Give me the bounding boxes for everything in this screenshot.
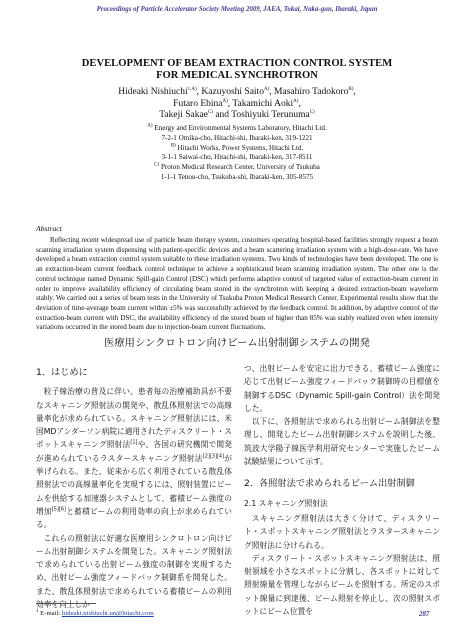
author-separator: ,	[353, 87, 356, 97]
footnote-label: E-mail:	[38, 610, 62, 617]
section-heading-1: 1．はじめに	[36, 367, 88, 378]
affiliation-b-address: 3-1-1 Saiwai-cho, Hitachi-shi, Ibaraki-ken, 317-8511	[161, 153, 313, 162]
title-line-2: FOR MEDICAL SYNCHROTRON	[156, 70, 318, 81]
paragraph-text: や、各国の研究機関で開発が進められているラスタースキャニング照射法	[36, 440, 232, 463]
author-name: Futaro Ebina	[173, 98, 223, 109]
paragraph: 以下に、各照射法で求められる出射ビーム制御法を整理し、開発したビーム出射制御システムを説明した後、筑波大学陽子線医学利用研究センターで実施したビーム試験結果について示す。	[244, 417, 440, 467]
affiliation-name: Energy and Environmental Systems Laboratory, Hitachi Ltd.	[152, 124, 327, 132]
paragraph: これらの照射法に好適な医療用シンクロトロン向けビーム出射制御システムを開発した。スキャニング照射法で求められている出射ビーム強度の制御を実現するため、出射ビーム強度フィードバック制御系を開発した。また、散乱体照射法で求められている蓄積ビームの利用効率を向上しか	[36, 533, 232, 610]
author-mark: A)	[293, 98, 299, 104]
paragraph	[36, 385, 232, 531]
author-separator: ,	[298, 98, 301, 109]
affiliation-mark: A)	[147, 123, 153, 129]
affiliation-a-address: 7-2-1 Omika-cho, Hitachi-shi, Ibaraki-ken, 319-1221	[161, 133, 313, 142]
affiliation-a	[30, 124, 444, 134]
paragraph: ディスクリート・スポットスキャニング照射法は、照射領域を小さなスポットに分割し、各スポットに対して照射線量を管理しながらビームを照射する。所定のスポット線量に到達後、ビーム照射を停止し、次の照射スポットにビーム位置を	[244, 553, 440, 617]
section-heading-2: 2．各照射法で求められるビーム出射制御	[244, 478, 415, 490]
affiliations	[30, 124, 444, 183]
paragraph-text: が挙げられる。また、従来から広く利用されている散乱体照射法での高線量率化を実現するには、照射装置にビームを供給する加速器システムとして、蓄積ビーム強度の増加	[36, 453, 232, 516]
left-column	[36, 362, 232, 611]
citation: [2][3][4]	[202, 453, 225, 460]
citation: [5][6]	[51, 506, 67, 513]
paragraph-text: と蓄積ビームの利用効率の向上が求められている。	[36, 506, 232, 530]
author-name: , Masahiro Tadokoro	[269, 87, 349, 97]
citation: [1]	[130, 439, 138, 446]
affiliation-c	[30, 163, 444, 173]
author-name: , Takamichi Aoki	[227, 98, 294, 109]
abstract-heading: Abstract	[36, 224, 62, 233]
affiliation-b	[30, 144, 444, 154]
abstract-text: Reflecting recent widespread use of particle beam therapy system, customers operating hospital-based facilities strongly request a beam scanning irradiation system dispensing with patient-specific devices and a beam scattering irradiation system with a high-dose-rate. We have developed a beam extraction control system suitable to these irradiation systems. Two kinds of technologies have been developed. The one is an extraction-beam current feedback control technique to achieve a sophisticated beam scanning irradiation system. The other one is the control technique named Dynamic Spill-gain Control (DSC) which performs adaptive control of targeted value of extraction-beam current in order to improve availability efficiency of circulating beam stored in the synchrotron with keeping a desired extraction-beam waveform stably. We carried out a series of beam tests in the University of Tsukuba Proton Medical Research Center. Experimental results show that the deviation of time-average beam current within ±5% was successfully achieved by the feedback control. In addition, by adaptive control of the extraction-beam current with DSC, the availability efficiency of the stored beam of higher than 85% was stably realized even when intensity variations occurred in the stored beam due to injection-beam current fluctuations.	[36, 236, 438, 332]
right-column	[244, 362, 440, 618]
author-mark: A)	[263, 86, 270, 92]
conference-header: Proceedings of Particle Accelerator Society Meeting 2009, JAEA, Tokai, Naka-gun, Ibaraki, Japan	[96, 6, 378, 13]
affiliation-mark: B)	[170, 143, 176, 149]
author-mark: A)	[222, 98, 228, 104]
author-list	[30, 87, 444, 122]
affiliation-c-address: 1-1-1 Tenou-cho, Tsukuba-shi, Ibaraki-ken, 305-8575	[160, 172, 314, 181]
author-line-3	[30, 110, 444, 122]
paragraph-text: 粒子線治療の普及に伴い、患者毎の治療補助具が不要なスキャニング照射法の開発や、散乱体照射法での高線量率化が求められている。スキャニング照射法には、米国MDアンダーソン病院に適用されたディスクリート・スポットスキャニング照射法	[36, 387, 232, 450]
paper-title	[20, 58, 454, 82]
footnote-mark: 1	[36, 608, 39, 614]
email-link[interactable]: hideaki.nishiuchi.un@hitachi.com	[61, 610, 154, 617]
subsection-heading-2-1: 2.1 スキャニング照射法	[244, 498, 328, 508]
author-name: Hideaki Nishiuchi	[118, 87, 188, 97]
page-number: 287	[419, 611, 430, 618]
affiliation-name: Hitachi Works, Power Systems, Hitachi Ltd.	[175, 143, 304, 152]
author-line-2	[30, 99, 444, 111]
affiliation-mark: C)	[154, 162, 160, 168]
paragraph: つ、出射ビームを安定に出力できる、蓄積ビーム強度に応じて出射ビーム強度フィードバック制御時の目標値を制御するDSC（Dynamic Spill-gain Control）法を開発した。	[244, 364, 440, 413]
author-mark: C)	[309, 109, 315, 115]
affiliation-name: Proton Medical Research Center, University of Tsukuba	[159, 163, 320, 172]
title-line-1: DEVELOPMENT OF BEAM EXTRACTION CONTROL SYSTEM	[81, 58, 393, 69]
paragraph: スキャニング照射法は大きく分けて、ディスクリート・スポットスキャニング照射法とラスタースキャニング照射法に分けられる。	[244, 513, 440, 550]
author-mark: C)	[207, 109, 213, 115]
author-name: Takeji Sakae	[159, 110, 208, 120]
author-line-1	[30, 87, 444, 99]
japanese-title: 医療用シンクロトロン向けビーム出射制御システムの開発	[104, 337, 370, 349]
author-name: and Toshiyuki Terunuma	[212, 110, 310, 120]
footnote	[36, 610, 154, 617]
author-name: , Kazuyoshi Saito	[196, 87, 264, 97]
author-mark: 1,A)	[187, 86, 197, 92]
author-mark: B)	[348, 86, 354, 92]
footnote-rule	[36, 603, 96, 604]
